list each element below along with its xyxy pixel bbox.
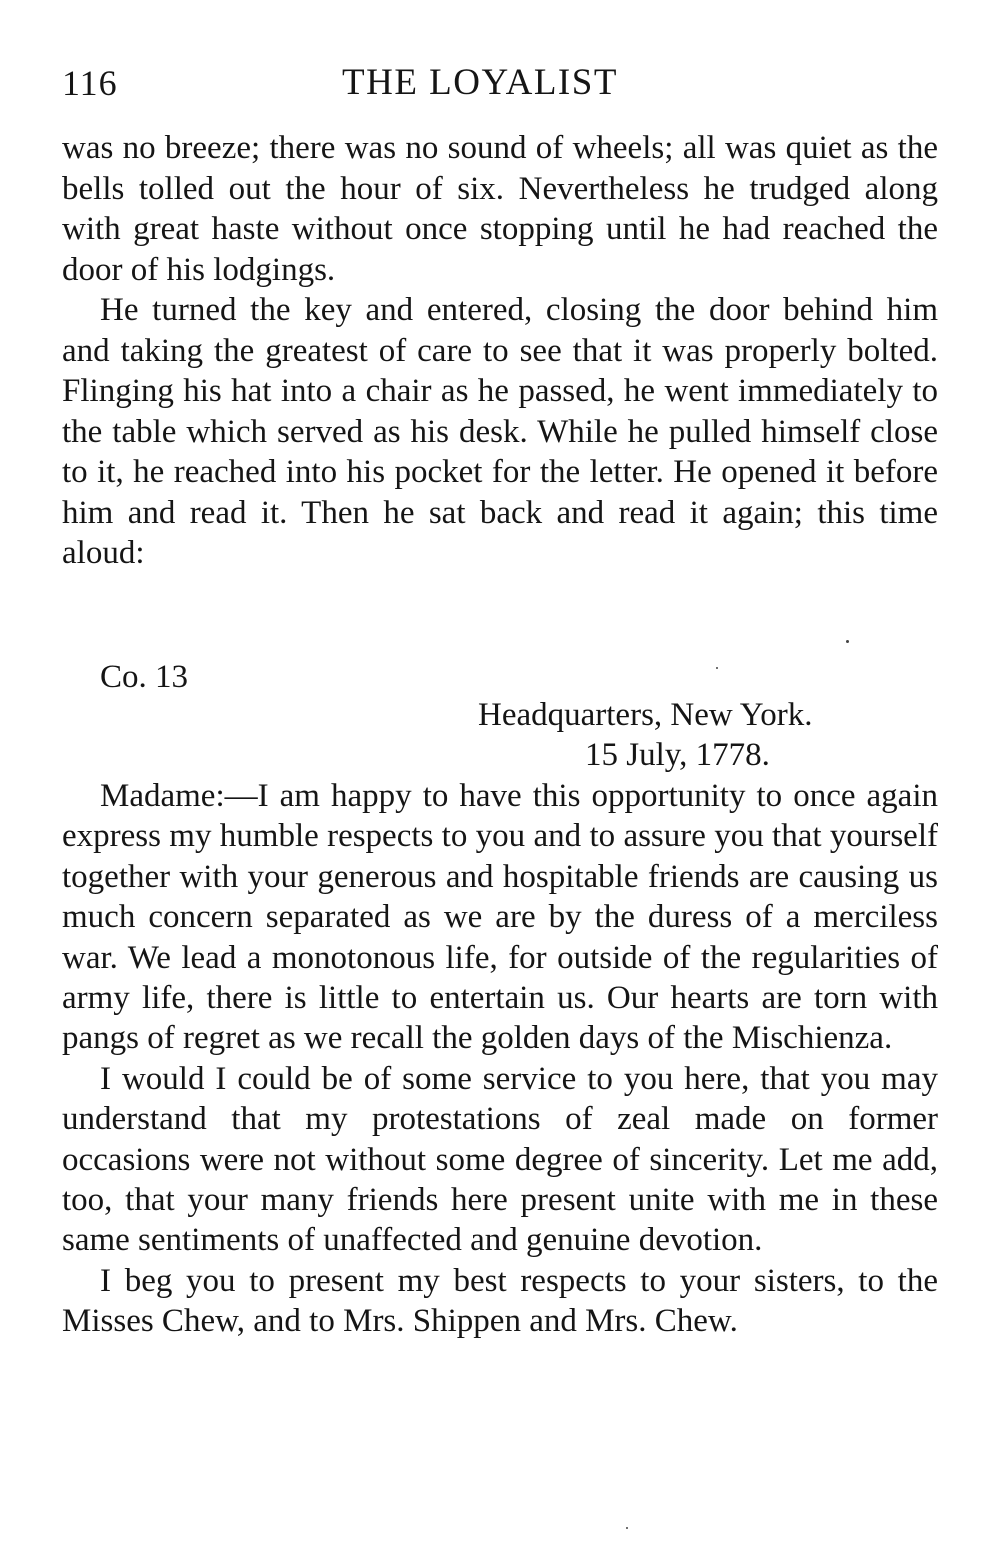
letter-body: [62, 776, 938, 1342]
page-header: [62, 58, 940, 108]
narrative-paragraph: was no breeze; there was no sound of wheels; all was quiet as the bells tolled out the hour of six. Nevertheless he trudged along with great haste without once stopping until he had reached the door of his lodgings.: [62, 130, 938, 288]
narrative-paragraph: He turned the key and entered, closing the door behind him and taking the greatest of care to see that it was properly bolted. Flinging his hat into a chair as he passed, he went immediately to the table which served as his desk. While he pulled himself close to it, he reached into his pocket for the letter. He opened it before him and read it. Then he sat back and read it again; this time aloud:: [62, 292, 938, 571]
letter-code: Co. 13: [100, 659, 189, 695]
paper-speck: [716, 667, 718, 669]
letter-date: 15 July, 1778.: [585, 737, 770, 773]
running-title: THE LOYALIST: [342, 62, 618, 103]
letter-paragraph: I beg you to present my best respects to your sisters, to the Misses Chew, and to Mrs. Shippen and Mrs. Chew.: [62, 1262, 938, 1340]
letter-paragraph: I would I could be of some service to you here, that you may understand that my protestations of zeal made on former occasions were not without some degree of sincerity. Let me add, too, that your many friends here present unite with me in these same sentiments of unaffected and genuine devotion.: [62, 1060, 938, 1259]
letter-place: Headquarters, New York.: [478, 697, 813, 733]
narrative-text: [62, 128, 938, 574]
page-number: 116: [62, 63, 118, 103]
letter-paragraph: Madame:—I am happy to have this opportunity to once again express my humble respects to you and to assure you that yourself together with your generous and hospitable friends are causing us much concern separated as we are by the duress of a merciless war. We lead a monotonous life, for outside of the regularities of army life, there is little to entertain us. Our hearts are torn with pangs of regret as we recall the golden days of the Mischienza.: [62, 778, 938, 1057]
paper-speck: [626, 1527, 628, 1529]
paper-speck: [846, 640, 849, 643]
